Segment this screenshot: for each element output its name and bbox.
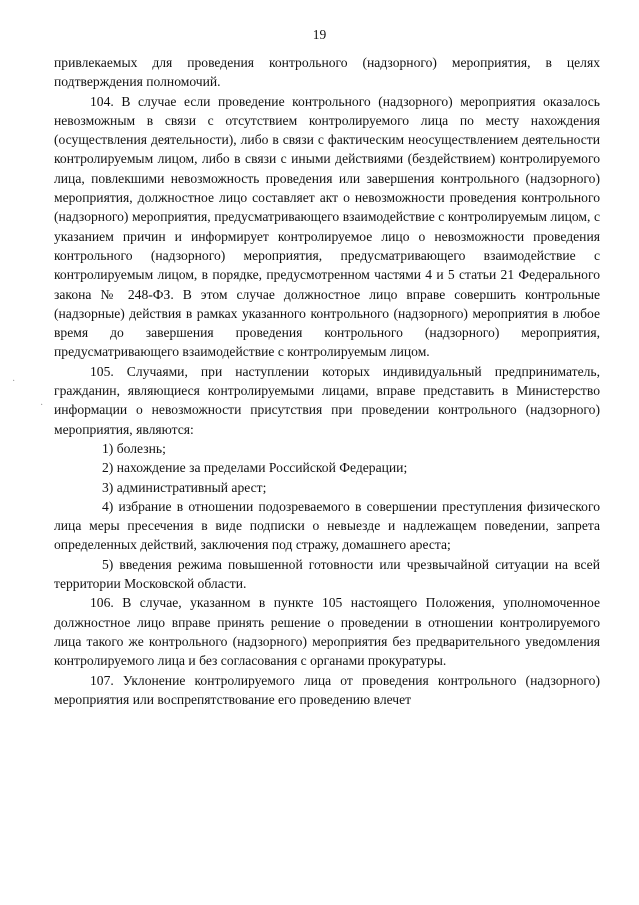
- paragraph-104: 104. В случае если проведение контрольного (надзорного) мероприятия оказалось невозможным в связи с отсутствием контролируемого лица по месту нахождения (осуществления деятельности), либо в связи с фактическим неосуществлением деятельности контролируемым лицом, либо в связи с иными действиями (бездействием) контролируемого лица, повлекшими невозможность проведения или завершения контрольного (надзорного) мероприятия, должностное лицо составляет акт о невозможности проведения контрольного (надзорного) мероприятия, предусматривающего взаимодействие с контролируемым лицом, с указанием причин и информирует контролируемое лицо о невозможности проведения контрольного (надзорного) мероприятия, предусматривающего взаимодействие с контролируемым лицом, в порядке, предусмотренном частями 4 и 5 статьи 21 Федерального закона № 248-ФЗ. В этом случае должностное лицо вправе совершить контрольные (надзорные) действия в рамках указанного контрольного (надзорного) мероприятия в любое время до завершения проведения контрольного (надзорного) мероприятия, предусматривающего взаимодействие с контролируемым лицом.: [54, 93, 600, 360]
- scan-speck: ·: [40, 400, 44, 411]
- document-body: [54, 53, 600, 709]
- scan-speck: ·: [12, 376, 16, 387]
- list-item-5: 5) введения режима повышенной готовности или чрезвычайной ситуации на всей территории Московской области.: [54, 556, 600, 592]
- list-item-4: 4) избрание в отношении подозреваемого в совершении преступления физического лица меры пресечения в виде подписки о невыезде и надлежащем поведении, запрета определенных действий, заключения под стражу, домашнего ареста;: [54, 498, 600, 553]
- page-number: 19: [312, 27, 327, 42]
- list-item-2: 2) нахождение за пределами Российской Федерации;: [102, 460, 408, 476]
- list-item-3: 3) административный арест;: [102, 479, 267, 495]
- list-item-1: 1) болезнь;: [102, 440, 166, 456]
- paragraph-107: 107. Уклонение контролируемого лица от проведения контрольного (надзорного) мероприятия или воспрепятствование его проведению влечет: [54, 672, 600, 707]
- paragraph-continuation: привлекаемых для проведения контрольного (надзорного) мероприятия, в целях подтверждения полномочий.: [54, 55, 600, 90]
- paragraph-105: 105. Случаями, при наступлении которых индивидуальный предприниматель, гражданин, являющиеся контролируемыми лицами, вправе представить в Министерство информации о невозможности присутствия при проведении контрольного (надзорного) мероприятия, являются:: [54, 363, 600, 437]
- paragraph-106: 106. В случае, указанном в пункте 105 настоящего Положения, уполномоченное должностное лицо вправе принять решение о проведении в отношении контролируемого лица такого же контрольного (надзорного) мероприятия без предварительного уведомления контролируемого лица и без согласования с органами прокуратуры.: [54, 595, 600, 669]
